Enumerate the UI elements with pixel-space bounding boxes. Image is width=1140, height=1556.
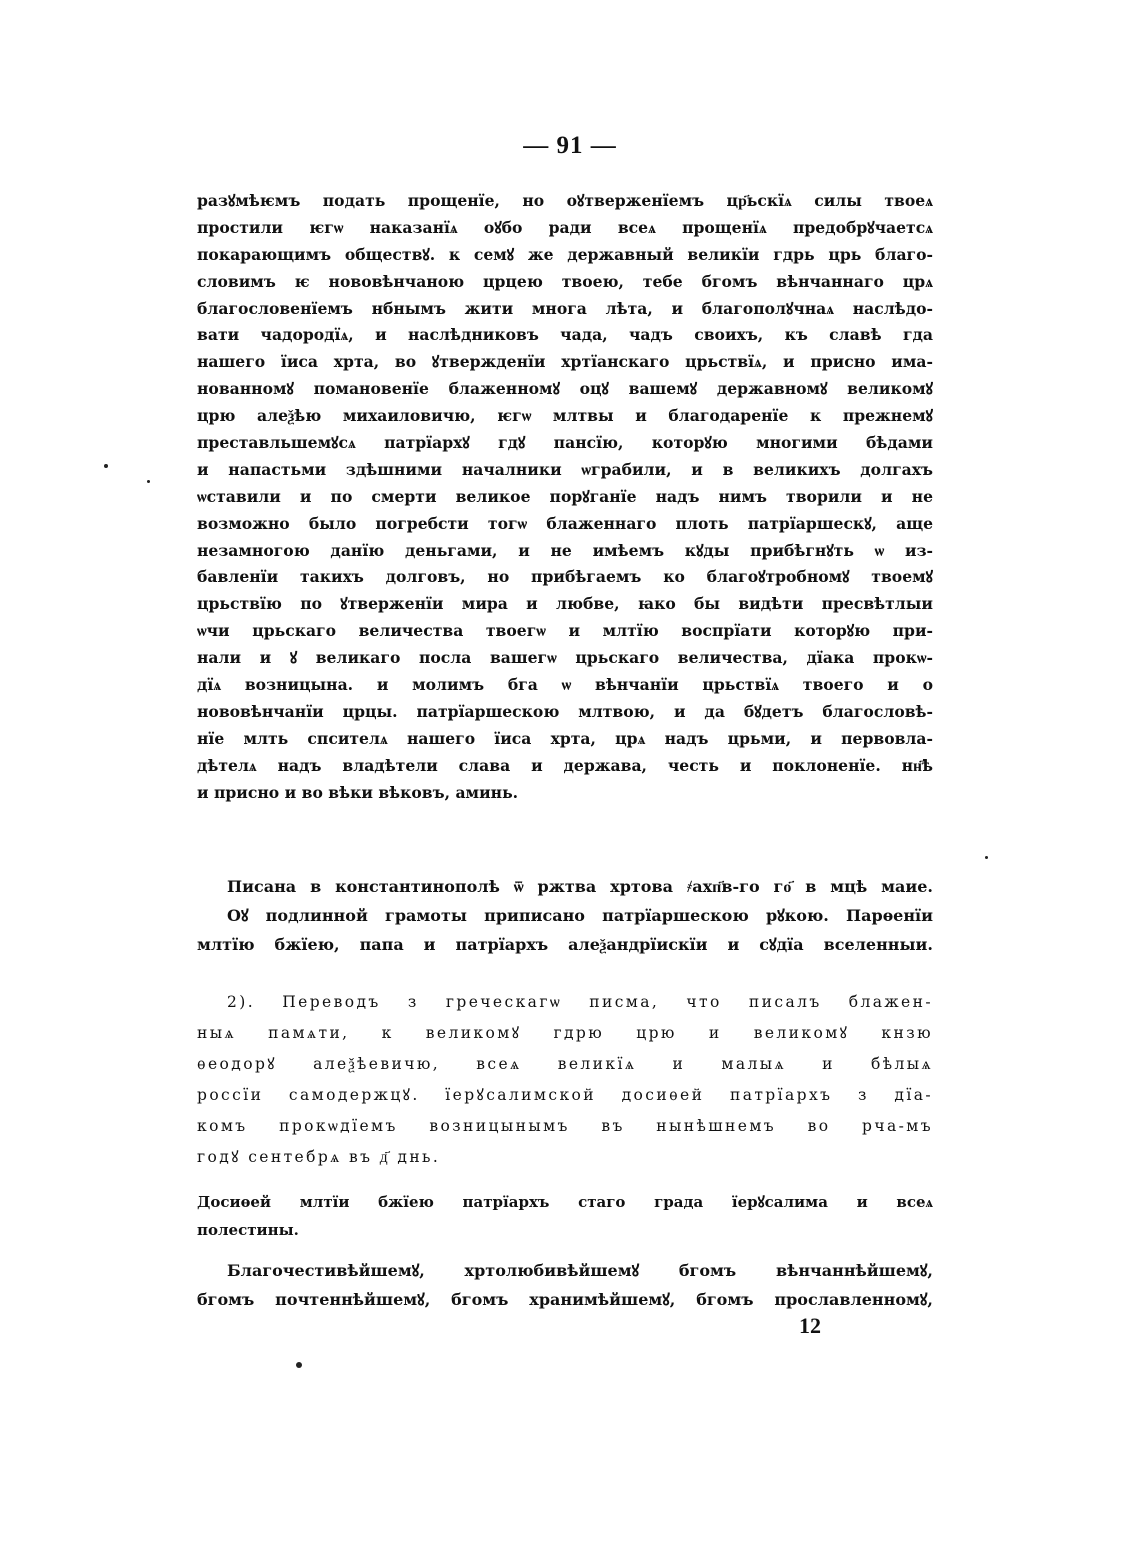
scan-speck — [296, 1362, 302, 1368]
text-line: ѡчи црьскаго величества твоегѡ и млтїю воспрїати которꙋю при- — [197, 621, 933, 641]
address-line: бгомъ почтеннѣйшемꙋ, бгомъ хранимѣйшемꙋ, бгомъ прославленномꙋ, — [197, 1290, 933, 1309]
note-line: 2). Переводъ з греческагѡ писма, что писалъ блажен- — [227, 993, 933, 1011]
text-line: преставльшемꙋсѧ патрїархꙋ гдꙋ пансїю, которꙋю многими бѣдами — [197, 433, 933, 453]
text-line: нованномꙋ помановенїе блаженномꙋ оцꙋ вашемꙋ державномꙋ великомꙋ — [197, 379, 933, 399]
text-line: незамногою данїю деньгами, и не имѣемъ кꙋды прибѣгнꙋть ѡ из- — [197, 540, 933, 560]
scan-speck — [985, 856, 988, 859]
subscript-line: Писана в константинополѣ ѿ ржтва хртова ҂ахп҃в-го го҃ в мцѣ маие. — [227, 877, 933, 896]
address-line: Благочестивѣйшемꙋ, хртолюбивѣйшемꙋ бгомъ вѣнчаннѣйшемꙋ, — [227, 1261, 933, 1280]
text-line: нїе млть спсителѧ нашего їиса хрта, црѧ надъ црьми, и первовла- — [197, 728, 933, 748]
text-line: и присно и во вѣки вѣковъ, аминь. — [197, 782, 519, 802]
heading-line: полестины. — [197, 1221, 299, 1239]
printer-signature-number: 12 — [799, 1313, 821, 1338]
main-letter-text — [197, 188, 933, 806]
note-line: ѳеодорꙋ алеѯѣевичю, всеѧ великїѧ и малыѧ и бѣлыѧ — [197, 1055, 933, 1073]
text-line: словимъ ѥ нововѣнчаною црцею твоею, тебе бгомъ вѣнчаннаго црѧ — [197, 271, 933, 291]
text-line: вати чадородїѧ, и наслѣдниковъ чада, чадъ своихъ, къ славѣ гда — [197, 325, 933, 345]
note-line: ныѧ памѧти, к великомꙋ гдрю црю и великомꙋ кнзю — [197, 1024, 933, 1042]
text-line: дѣтелѧ надъ владѣтели слава и держава, честь и поклоненїе. нн҃ѣ — [197, 755, 933, 775]
text-line: возможно было погребсти тогѡ блаженнаго плоть патрїаршескꙋ, аще — [197, 513, 933, 533]
scan-speck — [104, 464, 108, 468]
page-number: — 91 — — [523, 132, 617, 159]
text-line: разꙋмѣѥмъ подать прощенїе, но оꙋтверженїемъ цр҃ьскїѧ силы твоеѧ — [197, 191, 933, 210]
text-line: нашего їиса хрта, во ꙋтвержденїи хртїанскаго црьствїѧ, и присно има- — [197, 352, 933, 372]
text-line: дїѧ возницына. и молимъ бга ѡ вѣнчанїи црьствїѧ твоего и о — [197, 675, 933, 695]
letter-subscript — [197, 872, 933, 959]
translation-note — [197, 987, 933, 1173]
text-line: бавленїи такихъ долговъ, но прибѣгаемъ ко благоꙋтробномꙋ твоемꙋ — [197, 567, 933, 587]
subscript-line: млтїю бжїею, папа и патрїархъ алеѯандрїискїи и сꙋдїа вселенныи. — [197, 935, 933, 954]
note-line: россїи самодержцꙋ. їерꙋсалимской досиѳей патрїархъ з дїа- — [197, 1086, 933, 1104]
text-line: благословенїемъ нбнымъ жити многа лѣта, и благополꙋчнаѧ наслѣдо- — [197, 298, 933, 318]
letter-heading — [197, 1188, 933, 1244]
note-line: комъ прокѡдїемъ возницынымъ въ нынѣшнемъ во рча-мъ — [197, 1117, 933, 1135]
text-line: нововѣнчанїи црцы. патрїаршескою млтвою, и да бꙋдетъ благословѣ- — [197, 701, 933, 721]
heading-line: Досиѳей млтїи бжїею патрїархъ стаго града їерꙋсалима и всеѧ — [197, 1193, 933, 1211]
text-line: нали и ꙋ великаго посла вашегѡ црьскаго величества, дїака прокѡ- — [197, 648, 933, 668]
text-line: и напастьми здѣшними началники ѡграбили, и в великихъ долгахъ — [197, 459, 933, 479]
text-line: простили ѥгѡ наказанїѧ оꙋбо ради всеѧ прощенїѧ предобрꙋчаетсѧ — [197, 217, 933, 237]
note-line: годꙋ сентебрѧ въ д҃ днь. — [197, 1148, 441, 1166]
text-line: покарающимъ обществꙋ. к семꙋ же державный великїи гдрь црь благо- — [197, 244, 933, 264]
text-line: црьствїю по ꙋтверженїи мира и любве, ꙗко бы видѣти пресвѣтлыи — [197, 594, 933, 614]
subscript-line: Оꙋ подлинной грамоты приписано патрїаршескою рꙋкою. Парѳенїи — [227, 906, 933, 925]
letter-address — [197, 1256, 933, 1314]
text-line: ѡставили и по смерти великое порꙋганїе надъ нимъ творили и не — [197, 486, 933, 506]
text-line: црю алеѯѣю михаиловичю, ѥгѡ млтвы и благодаренїе к прежнемꙋ — [197, 406, 933, 426]
scan-speck — [147, 480, 150, 483]
